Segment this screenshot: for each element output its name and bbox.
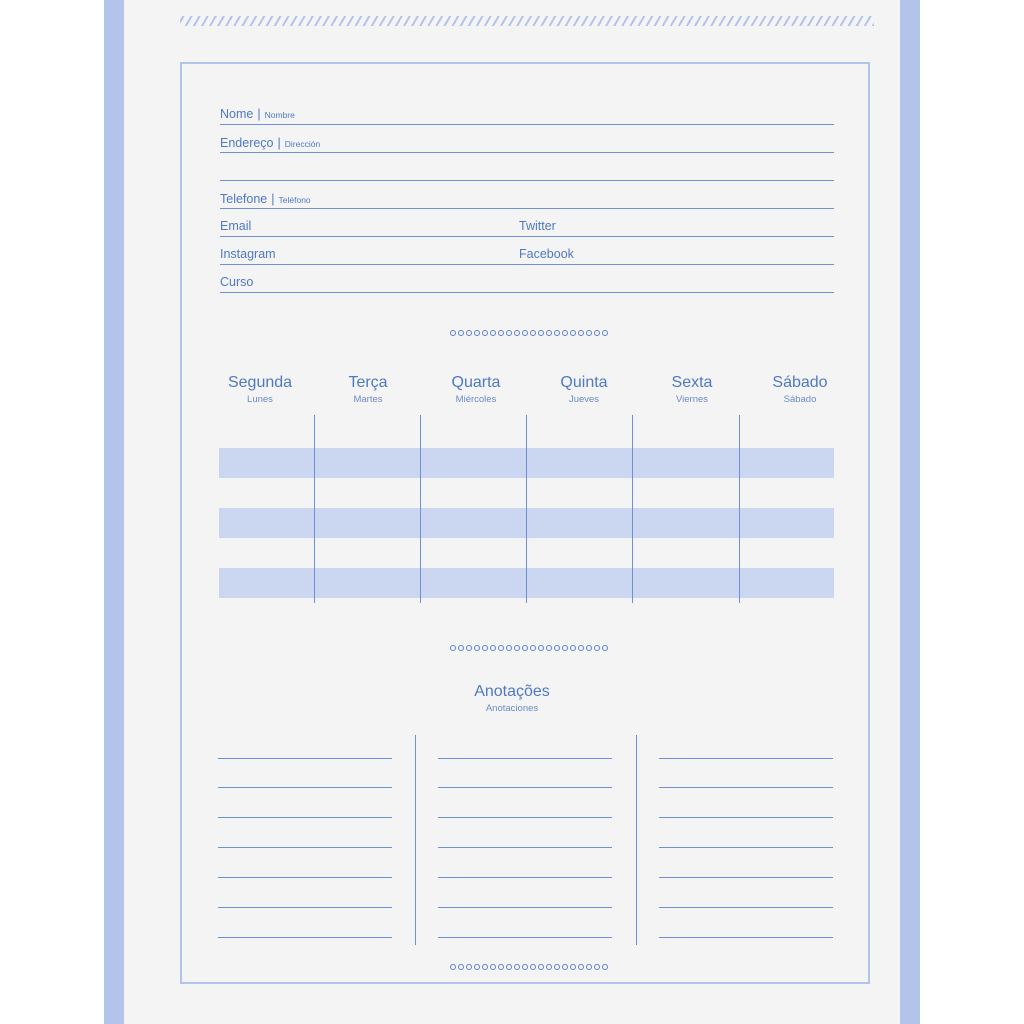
notes-writing-line[interactable] [218, 817, 392, 818]
notes-writing-line[interactable] [659, 937, 833, 938]
dot-ornament [522, 330, 528, 336]
dot-ornament [554, 645, 560, 651]
dot-ornament [554, 964, 560, 970]
dot-ornament [586, 645, 592, 651]
phone-label-pt: Telefone [220, 192, 268, 206]
dot-ornament [530, 645, 536, 651]
dot-ornament [458, 645, 464, 651]
notes-writing-line[interactable] [218, 758, 392, 759]
dot-ornament [578, 645, 584, 651]
notes-writing-line[interactable] [438, 787, 612, 788]
day-saturday-pt: Sábado [772, 374, 828, 391]
email-label: Email [220, 219, 252, 233]
dot-ornament [546, 964, 552, 970]
dot-ornament [458, 964, 464, 970]
notes-writing-line[interactable] [218, 907, 392, 908]
phone-label-es: Teléfono [278, 195, 311, 205]
notes-heading [412, 683, 612, 714]
day-saturday [745, 374, 855, 405]
notes-writing-line[interactable] [438, 758, 612, 759]
dot-ornament [522, 645, 528, 651]
dot-divider-middle [450, 645, 608, 653]
dot-ornament [570, 645, 576, 651]
dot-ornament [482, 330, 488, 336]
notes-writing-line[interactable] [438, 937, 612, 938]
dot-ornament [498, 330, 504, 336]
schedule-column-divider [526, 415, 527, 603]
dot-divider-top [450, 330, 608, 338]
notes-writing-line[interactable] [218, 847, 392, 848]
notes-subtitle: Anotaciones [485, 703, 539, 714]
dot-ornament [562, 645, 568, 651]
day-wednesday-pt: Quarta [451, 374, 501, 391]
dot-ornament [578, 330, 584, 336]
day-thursday-pt: Quinta [560, 374, 608, 391]
dot-ornament [562, 964, 568, 970]
dot-ornament [506, 964, 512, 970]
dot-ornament [538, 645, 544, 651]
twitter-label: Twitter [519, 219, 556, 233]
dot-ornament [450, 645, 456, 651]
dot-ornament [474, 964, 480, 970]
day-thursday [529, 374, 639, 405]
hatch-pattern [180, 16, 874, 26]
dot-ornament [602, 645, 608, 651]
dot-ornament [490, 964, 496, 970]
day-tuesday-es: Martes [353, 394, 383, 405]
dot-ornament [466, 330, 472, 336]
instagram-facebook-field[interactable] [220, 264, 834, 265]
dot-ornament [530, 964, 536, 970]
email-twitter-field[interactable] [220, 236, 834, 237]
notes-writing-line[interactable] [438, 907, 612, 908]
notes-writing-line[interactable] [659, 877, 833, 878]
dot-divider-bottom [450, 964, 608, 972]
dot-ornament [594, 330, 600, 336]
address-field-line-2[interactable] [220, 180, 834, 181]
address-label-es: Dirección [284, 139, 321, 149]
notes-writing-line[interactable] [438, 877, 612, 878]
course-label: Curso [220, 275, 254, 289]
schedule-column-divider [314, 415, 315, 603]
dot-ornament [570, 330, 576, 336]
dot-ornament [578, 964, 584, 970]
dot-ornament [514, 964, 520, 970]
dot-ornament [594, 964, 600, 970]
dot-ornament [594, 645, 600, 651]
dot-ornament [474, 330, 480, 336]
notes-writing-line[interactable] [438, 817, 612, 818]
name-label: Nome | Nombre [220, 107, 295, 121]
dot-ornament [498, 964, 504, 970]
dot-ornament [562, 330, 568, 336]
notes-writing-line[interactable] [659, 817, 833, 818]
notes-writing-line[interactable] [659, 787, 833, 788]
day-thursday-es: Jueves [568, 394, 600, 405]
dot-ornament [602, 330, 608, 336]
dot-ornament [586, 330, 592, 336]
facebook-label: Facebook [519, 247, 574, 261]
day-friday-es: Viernes [675, 394, 709, 405]
notes-writing-line[interactable] [438, 847, 612, 848]
dot-ornament [506, 645, 512, 651]
notes-writing-line[interactable] [218, 877, 392, 878]
notes-column-divider [636, 735, 637, 945]
name-field[interactable] [220, 124, 834, 125]
name-label-es: Nombre [264, 110, 295, 120]
dot-ornament [554, 330, 560, 336]
dot-ornament [466, 645, 472, 651]
notes-writing-line[interactable] [659, 847, 833, 848]
dot-ornament [490, 645, 496, 651]
dot-ornament [450, 964, 456, 970]
day-wednesday-es: Miércoles [455, 394, 497, 405]
day-friday [637, 374, 747, 405]
phone-field[interactable] [220, 208, 834, 209]
address-field[interactable] [220, 152, 834, 153]
notes-writing-line[interactable] [659, 907, 833, 908]
dot-ornament [530, 330, 536, 336]
dot-ornament [482, 645, 488, 651]
dot-ornament [522, 964, 528, 970]
schedule-column-divider [632, 415, 633, 603]
dot-ornament [514, 645, 520, 651]
schedule-column-divider [739, 415, 740, 603]
day-saturday-es: Sábado [783, 394, 817, 405]
dot-ornament [490, 330, 496, 336]
dot-ornament [602, 964, 608, 970]
notes-writing-line[interactable] [218, 787, 392, 788]
day-monday-es: Lunes [247, 394, 273, 405]
dot-ornament [506, 330, 512, 336]
dot-ornament [482, 964, 488, 970]
dot-ornament [458, 330, 464, 336]
day-tuesday-pt: Terça [348, 374, 388, 391]
notes-writing-line[interactable] [659, 758, 833, 759]
dot-ornament [450, 330, 456, 336]
right-border-band [900, 0, 920, 1024]
schedule-column-divider [420, 415, 421, 603]
name-label-pt: Nome [220, 107, 254, 121]
day-tuesday [313, 374, 423, 405]
address-label: Endereço | Dirección [220, 136, 321, 150]
day-monday-pt: Segunda [227, 374, 293, 391]
dot-ornament [546, 645, 552, 651]
dot-ornament [538, 330, 544, 336]
address-label-pt: Endereço [220, 136, 274, 150]
notes-column-divider [415, 735, 416, 945]
dot-ornament [498, 645, 504, 651]
left-border-band [104, 0, 124, 1024]
dot-ornament [514, 330, 520, 336]
phone-label: Telefone | Teléfono [220, 192, 311, 206]
day-friday-pt: Sexta [671, 374, 713, 391]
notes-title: Anotações [474, 683, 550, 700]
dot-ornament [474, 645, 480, 651]
dot-ornament [546, 330, 552, 336]
instagram-label: Instagram [220, 247, 276, 261]
dot-ornament [570, 964, 576, 970]
notes-writing-line[interactable] [218, 937, 392, 938]
day-monday [205, 374, 315, 405]
dot-ornament [466, 964, 472, 970]
day-wednesday [421, 374, 531, 405]
course-field[interactable] [220, 292, 834, 293]
dot-ornament [586, 964, 592, 970]
dot-ornament [538, 964, 544, 970]
